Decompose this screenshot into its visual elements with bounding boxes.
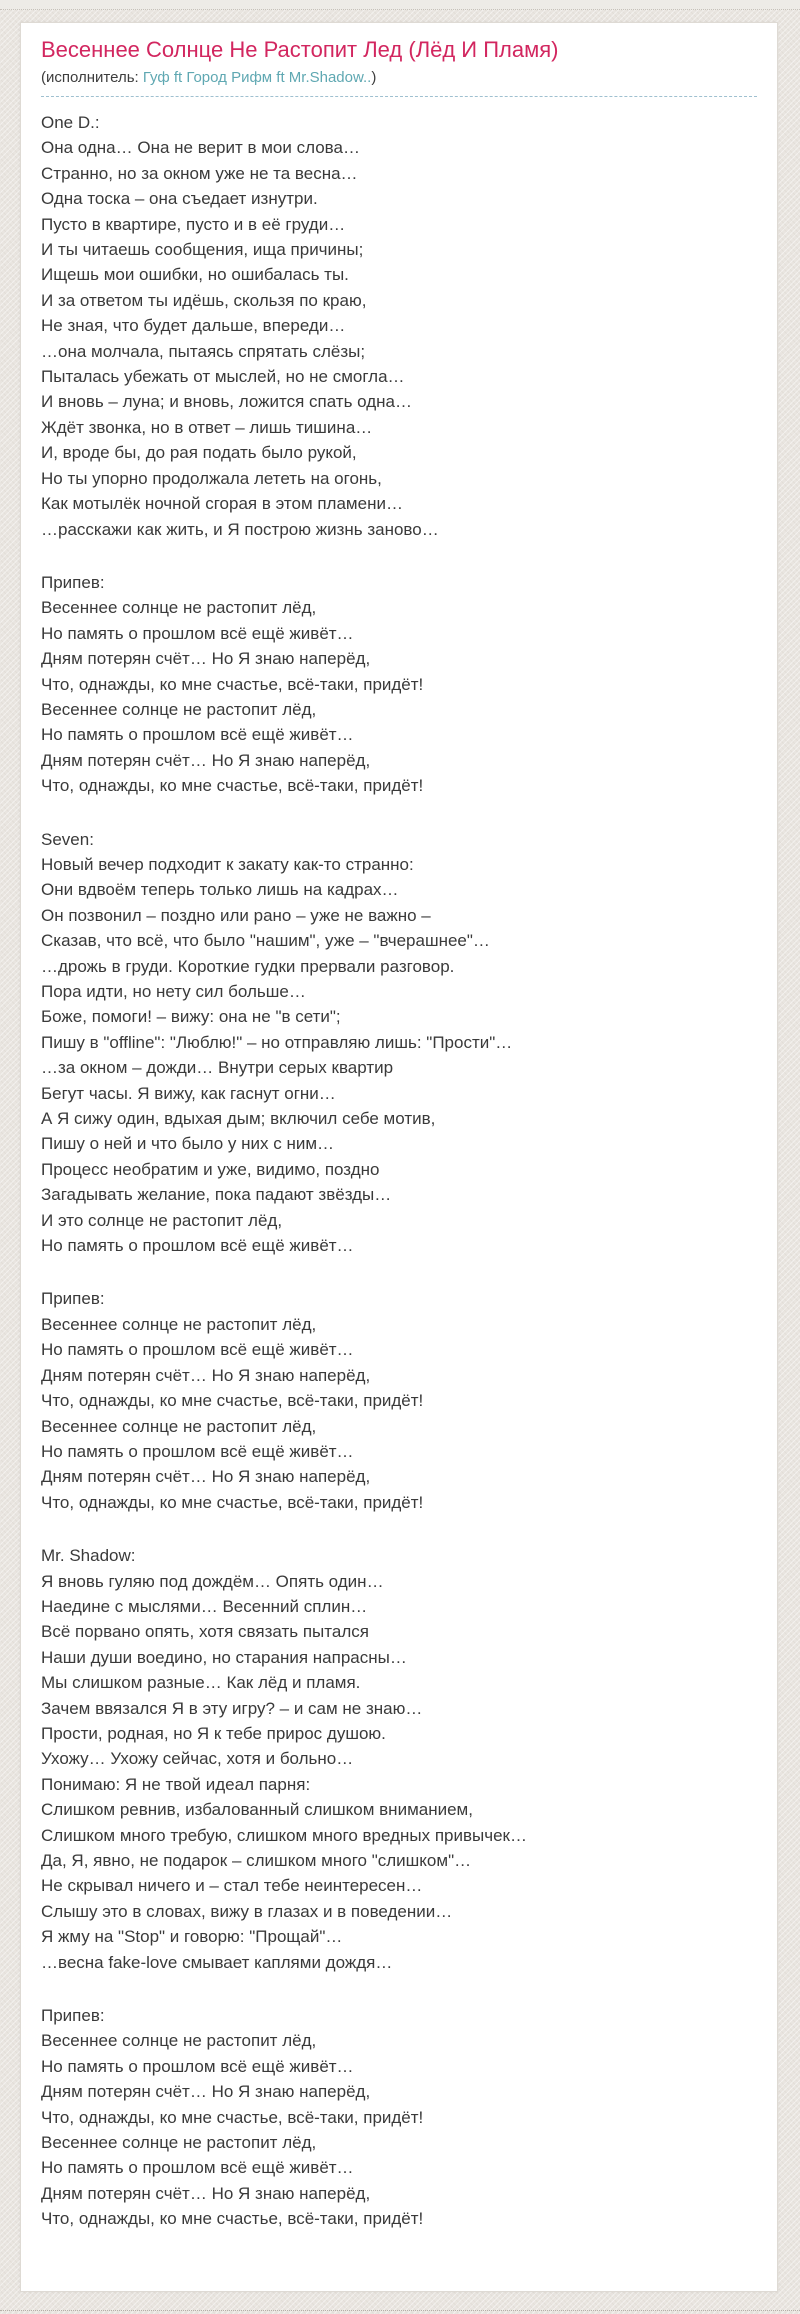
lyrics-line: Новый вечер подходит к закату как-то странно: — [41, 854, 414, 874]
lyrics-line: Что, однажды, ко мне счастье, всё-таки, придёт! — [41, 1492, 424, 1512]
lyrics-line: Mr. Shadow: — [41, 1546, 136, 1566]
lyrics-line: И вновь – луна; и вновь, ложится спать одна… — [41, 392, 413, 412]
lyrics-line: Они вдвоём теперь только лишь на кадрах… — [41, 880, 399, 900]
lyrics-line: Прости, родная, но Я к тебе прирос душою. — [41, 1723, 386, 1743]
lyrics-line: Ищешь мои ошибки, но ошибалась ты. — [41, 265, 349, 285]
lyrics-line: Припев: — [41, 2006, 105, 2026]
lyrics-line: Я жму на "Stop" и говорю: "Прощай"… — [41, 1927, 343, 1947]
lyrics-line: Но память о прошлом всё ещё живёт… — [41, 1340, 354, 1360]
lyrics-line: Как мотылёк ночной сгорая в этом пламени… — [41, 494, 403, 514]
artist-line — [41, 68, 757, 97]
artist-suffix: ) — [371, 69, 377, 86]
lyrics-line: Весеннее солнце не растопит лёд, — [41, 598, 317, 618]
lyrics-line: …дрожь в груди. Короткие гудки прервали разговор. — [41, 956, 455, 976]
lyrics-line: Что, однажды, ко мне счастье, всё-таки, придёт! — [41, 1391, 424, 1411]
artist-label: (исполнитель: — [41, 69, 143, 86]
lyrics-line: Пусто в квартире, пусто и в её груди… — [41, 214, 346, 234]
lyrics-line: Но память о прошлом всё ещё живёт… — [41, 2158, 354, 2178]
lyrics-block — [41, 570, 757, 799]
lyrics-line: Дням потерян счёт… Но Я знаю наперёд, — [41, 1365, 371, 1385]
lyrics-line: И, вроде бы, до рая подать было рукой, — [41, 443, 357, 463]
lyrics-line: Пишу о ней и что было у них с ним… — [41, 1134, 335, 1154]
lyrics-line: Дням потерян счёт… Но Я знаю наперёд, — [41, 2082, 371, 2102]
lyrics-line: Но память о прошлом всё ещё живёт… — [41, 1441, 354, 1461]
lyrics-line: Пора идти, но нету сил больше… — [41, 982, 306, 1001]
lyrics-line: Припев: — [41, 572, 105, 592]
lyrics-line: Дням потерян счёт… Но Я знаю наперёд, — [41, 2183, 371, 2203]
lyrics-line: Дням потерян счёт… Но Я знаю наперёд, — [41, 1467, 371, 1487]
lyrics-line: Весеннее солнце не растопит лёд, — [41, 1416, 317, 1436]
lyrics-line: Припев: — [41, 1289, 105, 1309]
lyrics-line: И это солнце не растопит лёд, — [41, 1210, 283, 1230]
lyrics-line: Странно, но за окном уже не та весна… — [41, 163, 358, 183]
lyrics-line: Понимаю: Я не твой идеал парня: — [41, 1774, 311, 1794]
lyrics-line: Что, однажды, ко мне счастье, всё-таки, придёт! — [41, 2209, 424, 2229]
lyrics-line: Пыталась убежать от мыслей, но не смогла… — [41, 367, 405, 387]
lyrics-line: Бегут часы. Я вижу, как гаснут огни… — [41, 1083, 336, 1103]
lyrics-line: Дням потерян счёт… Но Я знаю наперёд, — [41, 649, 371, 669]
lyrics-line: И за ответом ты идёшь, скользя по краю, — [41, 290, 367, 310]
lyrics-line: Наши души воедино, но старания напрасны… — [41, 1647, 407, 1667]
lyrics-line: Но ты упорно продолжала лететь на огонь, — [41, 468, 382, 488]
lyrics-line: И ты читаешь сообщения, ища причины; — [41, 240, 364, 260]
lyrics-line: Весеннее солнце не растопит лёд, — [41, 2133, 317, 2153]
lyrics-line: Дням потерян счёт… Но Я знаю наперёд, — [41, 750, 371, 770]
lyrics-line: Боже, помоги! – вижу: она не "в сети"; — [41, 1007, 341, 1027]
lyrics-block — [41, 1543, 757, 1975]
lyrics-line: …расскажи как жить, и Я построю жизнь заново… — [41, 519, 439, 539]
page-title: Весеннее Солнце Не Растопит Лед (Лёд И Пламя) — [41, 37, 559, 62]
lyrics-line: Одна тоска – она съедает изнутри. — [41, 189, 318, 209]
artist-link[interactable]: Гуф ft Город Рифм ft Mr.Shadow.. — [142, 69, 372, 86]
lyrics-line: Наедине с мыслями… Весенний сплин… — [41, 1596, 368, 1616]
lyrics-line: …она молчала, пытаясь спрятать слёзы; — [41, 341, 366, 361]
lyrics-line: Слышу это в словах, вижу в глазах и в поведении… — [41, 1901, 453, 1921]
lyrics-line: Что, однажды, ко мне счастье, всё-таки, придёт! — [41, 776, 424, 796]
bottom-divider — [0, 2310, 800, 2311]
lyrics-block — [41, 1286, 757, 1515]
lyrics-line: Слишком ревнив, избалованный слишком вниманием, — [41, 1800, 473, 1820]
lyrics-line: Процесс необратим и уже, видимо, поздно — [41, 1159, 380, 1179]
lyrics-line: Но память о прошлом всё ещё живёт… — [41, 2056, 354, 2076]
lyrics-line: Весеннее солнце не растопит лёд, — [41, 1314, 317, 1334]
lyrics-line: Зачем ввязался Я в эту игру? – и сам не знаю… — [41, 1698, 423, 1718]
lyrics-line: Она одна… Она не верит в мои слова… — [41, 138, 360, 158]
lyrics-line: Что, однажды, ко мне счастье, всё-таки, придёт! — [41, 2107, 424, 2127]
lyrics-line: Весеннее солнце не растопит лёд, — [41, 2031, 317, 2051]
lyrics-line: Он позвонил – поздно или рано – уже не важно – — [41, 905, 431, 925]
lyrics-line: Загадывать желание, пока падают звёзды… — [41, 1185, 392, 1205]
lyrics-line: …весна fake-love смывает каплями дождя… — [41, 1952, 393, 1972]
lyrics-line: One D.: — [41, 113, 100, 132]
lyrics-line: Мы слишком разные… Как лёд и пламя. — [41, 1673, 361, 1693]
lyrics-line: Но память о прошлом всё ещё живёт… — [41, 1236, 354, 1256]
lyrics-line: Что, однажды, ко мне счастье, всё-таки, придёт! — [41, 674, 424, 694]
header — [41, 36, 757, 97]
lyrics-line: Но память о прошлом всё ещё живёт… — [41, 623, 354, 643]
lyrics-block — [41, 110, 757, 542]
lyrics-card — [20, 22, 778, 2292]
lyrics-text — [41, 110, 757, 2232]
lyrics-line: Сказав, что всё, что было "нашим", уже – "вчерашнее"… — [41, 931, 490, 951]
lyrics-line: Ухожу… Ухожу сейчас, хотя и больно… — [41, 1749, 354, 1769]
lyrics-line: Не зная, что будет дальше, впереди… — [41, 316, 346, 336]
lyrics-line: Слишком много требую, слишком много вредных привычек… — [41, 1825, 527, 1845]
lyrics-block — [41, 827, 757, 1259]
lyrics-line: Весеннее солнце не растопит лёд, — [41, 699, 317, 719]
lyrics-line: А Я сижу один, вдыхая дым; включил себе мотив, — [41, 1109, 436, 1129]
lyrics-line: Но память о прошлом всё ещё живёт… — [41, 725, 354, 745]
lyrics-block — [41, 2003, 757, 2232]
lyrics-line: Seven: — [41, 829, 94, 849]
top-strip — [0, 0, 800, 10]
lyrics-line: Не скрывал ничего и – стал тебе неинтересен… — [41, 1876, 423, 1896]
lyrics-line: Всё порвано опять, хотя связать пытался — [41, 1622, 369, 1642]
lyrics-line: …за окном – дожди… Внутри серых квартир — [41, 1058, 394, 1078]
lyrics-line: Пишу в "offline": "Люблю!" – но отправляю лишь: "Прости"… — [41, 1032, 513, 1052]
lyrics-line: Я вновь гуляю под дождём… Опять один… — [41, 1571, 384, 1591]
lyrics-line: Да, Я, явно, не подарок – слишком много "слишком"… — [41, 1851, 472, 1870]
lyrics-line: Ждёт звонка, но в ответ – лишь тишина… — [41, 417, 373, 437]
